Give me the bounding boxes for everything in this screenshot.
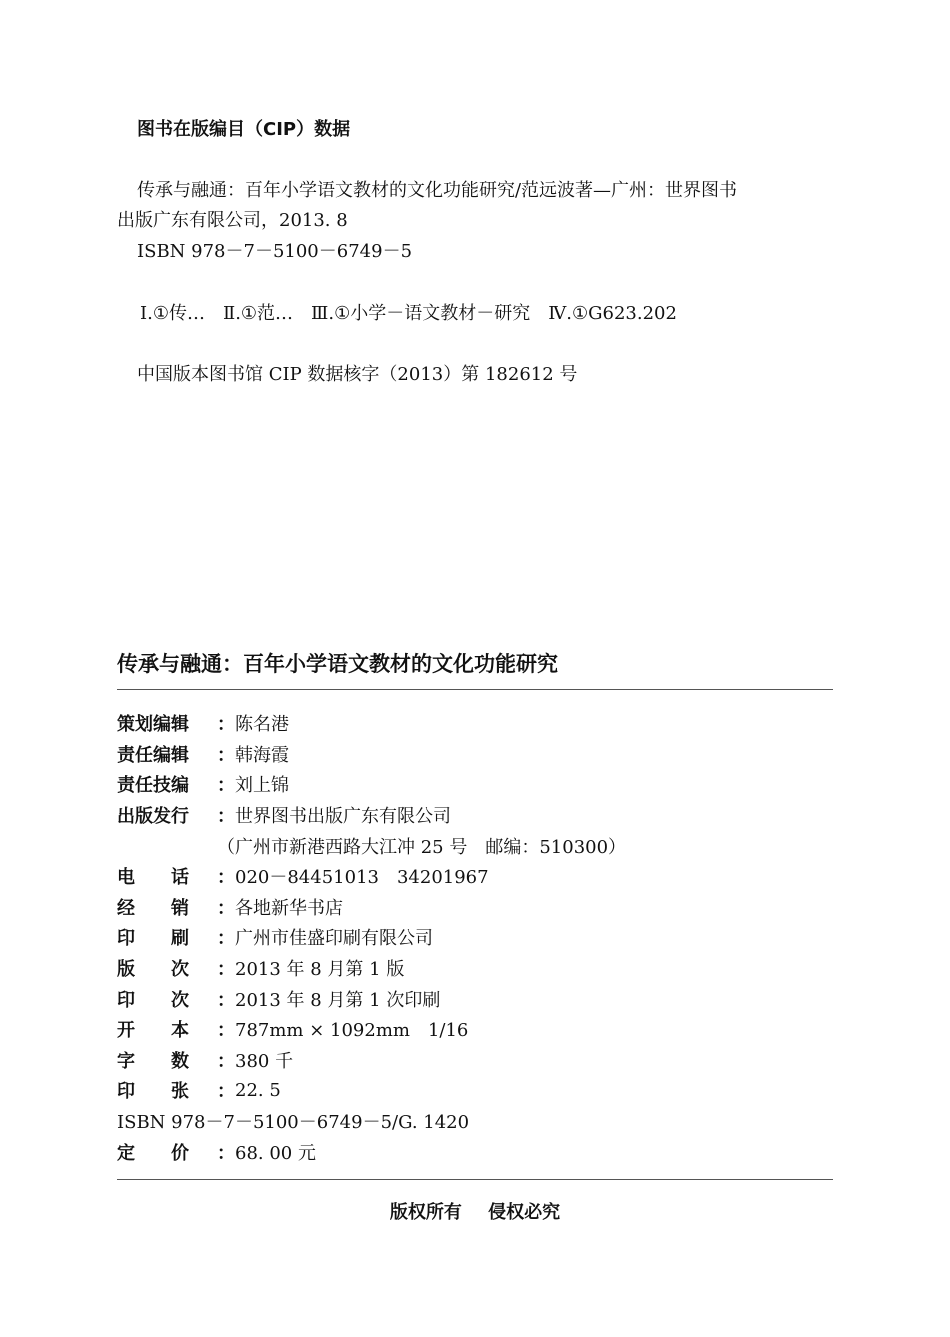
word-count-value: 380 千 [235, 1050, 294, 1072]
divider-top [117, 689, 833, 690]
cip-isbn: ISBN 978－7－5100－6749－5 [137, 241, 413, 262]
price-label: 定 价 [117, 1142, 189, 1164]
technical-editor-label: 责任技编 [117, 775, 189, 797]
phone-value: 020－84451013 34201967 [235, 867, 489, 889]
word-count-label: 字 数 [117, 1050, 189, 1072]
address-row [117, 830, 833, 861]
cip-description-line1: 传承与融通：百年小学语文教材的文化功能研究/范远波著—广州：世界图书 [137, 180, 738, 201]
publication-info [117, 708, 833, 1167]
technical-editor-value: 刘上锦 [235, 775, 289, 797]
format-label: 开 本 [117, 1020, 189, 1042]
full-isbn: ISBN 978－7－5100－6749－5/G. 1420 [117, 1112, 470, 1134]
cip-heading: 图书在版编目（CIP）数据 [137, 119, 351, 140]
price-value: 68. 00 元 [235, 1142, 316, 1164]
cip-classification: Ⅰ.①传… Ⅱ.①范… Ⅲ.①小学－语文教材－研究 Ⅳ.①G623.202 [140, 303, 677, 324]
sheets-row: 印 张 ： 22. 5 [117, 1075, 833, 1106]
phone-label: 电 话 [117, 867, 189, 889]
book-title: 传承与融通：百年小学语文教材的文化功能研究 [117, 652, 558, 676]
planning-editor-label: 策划编辑 [117, 714, 189, 736]
printer-label: 印 刷 [117, 928, 189, 950]
edition-row: 版 次 ： 2013 年 8 月第 1 版 [117, 953, 833, 984]
copyright-notice: 版权所有 侵权必究 [389, 1202, 561, 1223]
planning-editor-row: 策划编辑 ： 陈名港 [117, 708, 833, 739]
distributor-label: 经 销 [117, 897, 189, 919]
publisher-address: （广州市新港西路大江冲 25 号 邮编：510300） [217, 836, 627, 858]
responsible-editor-label: 责任编辑 [117, 744, 189, 766]
cip-description-line2: 出版广东有限公司，2013. 8 [117, 210, 348, 231]
distributor-value: 各地新华书店 [235, 897, 343, 919]
word-count-row: 字 数 ： 380 千 [117, 1045, 833, 1076]
planning-editor-value: 陈名港 [235, 714, 289, 736]
responsible-editor-value: 韩海霞 [235, 744, 289, 766]
phone-row: 电 话 ： 020－84451013 34201967 [117, 861, 833, 892]
publisher-label: 出版发行 [117, 806, 189, 828]
sheets-value: 22. 5 [235, 1079, 281, 1101]
publisher-value: 世界图书出版广东有限公司 [235, 806, 451, 828]
edition-label: 版 次 [117, 959, 189, 981]
publisher-row: 出版发行 ： 世界图书出版广东有限公司 [117, 800, 833, 831]
technical-editor-row: 责任技编 ： 刘上锦 [117, 769, 833, 800]
responsible-editor-row: 责任编辑 ： 韩海霞 [117, 739, 833, 770]
edition-value: 2013 年 8 月第 1 版 [235, 959, 405, 981]
format-value: 787mm × 1092mm 1/16 [235, 1020, 469, 1042]
format-row: 开 本 ： 787mm × 1092mm 1/16 [117, 1014, 833, 1045]
full-isbn-row [117, 1106, 833, 1137]
printing-row: 印 次 ： 2013 年 8 月第 1 次印刷 [117, 983, 833, 1014]
divider-bottom [117, 1179, 833, 1180]
cip-record-number: 中国版本图书馆 CIP 数据核字（2013）第 182612 号 [137, 364, 578, 385]
distributor-row: 经 销 ： 各地新华书店 [117, 892, 833, 923]
printer-value: 广州市佳盛印刷有限公司 [235, 928, 433, 950]
printer-row: 印 刷 ： 广州市佳盛印刷有限公司 [117, 922, 833, 953]
sheets-label: 印 张 [117, 1081, 189, 1103]
printing-label: 印 次 [117, 989, 189, 1011]
price-row: 定 价 ： 68. 00 元 [117, 1136, 833, 1167]
printing-value: 2013 年 8 月第 1 次印刷 [235, 989, 441, 1011]
